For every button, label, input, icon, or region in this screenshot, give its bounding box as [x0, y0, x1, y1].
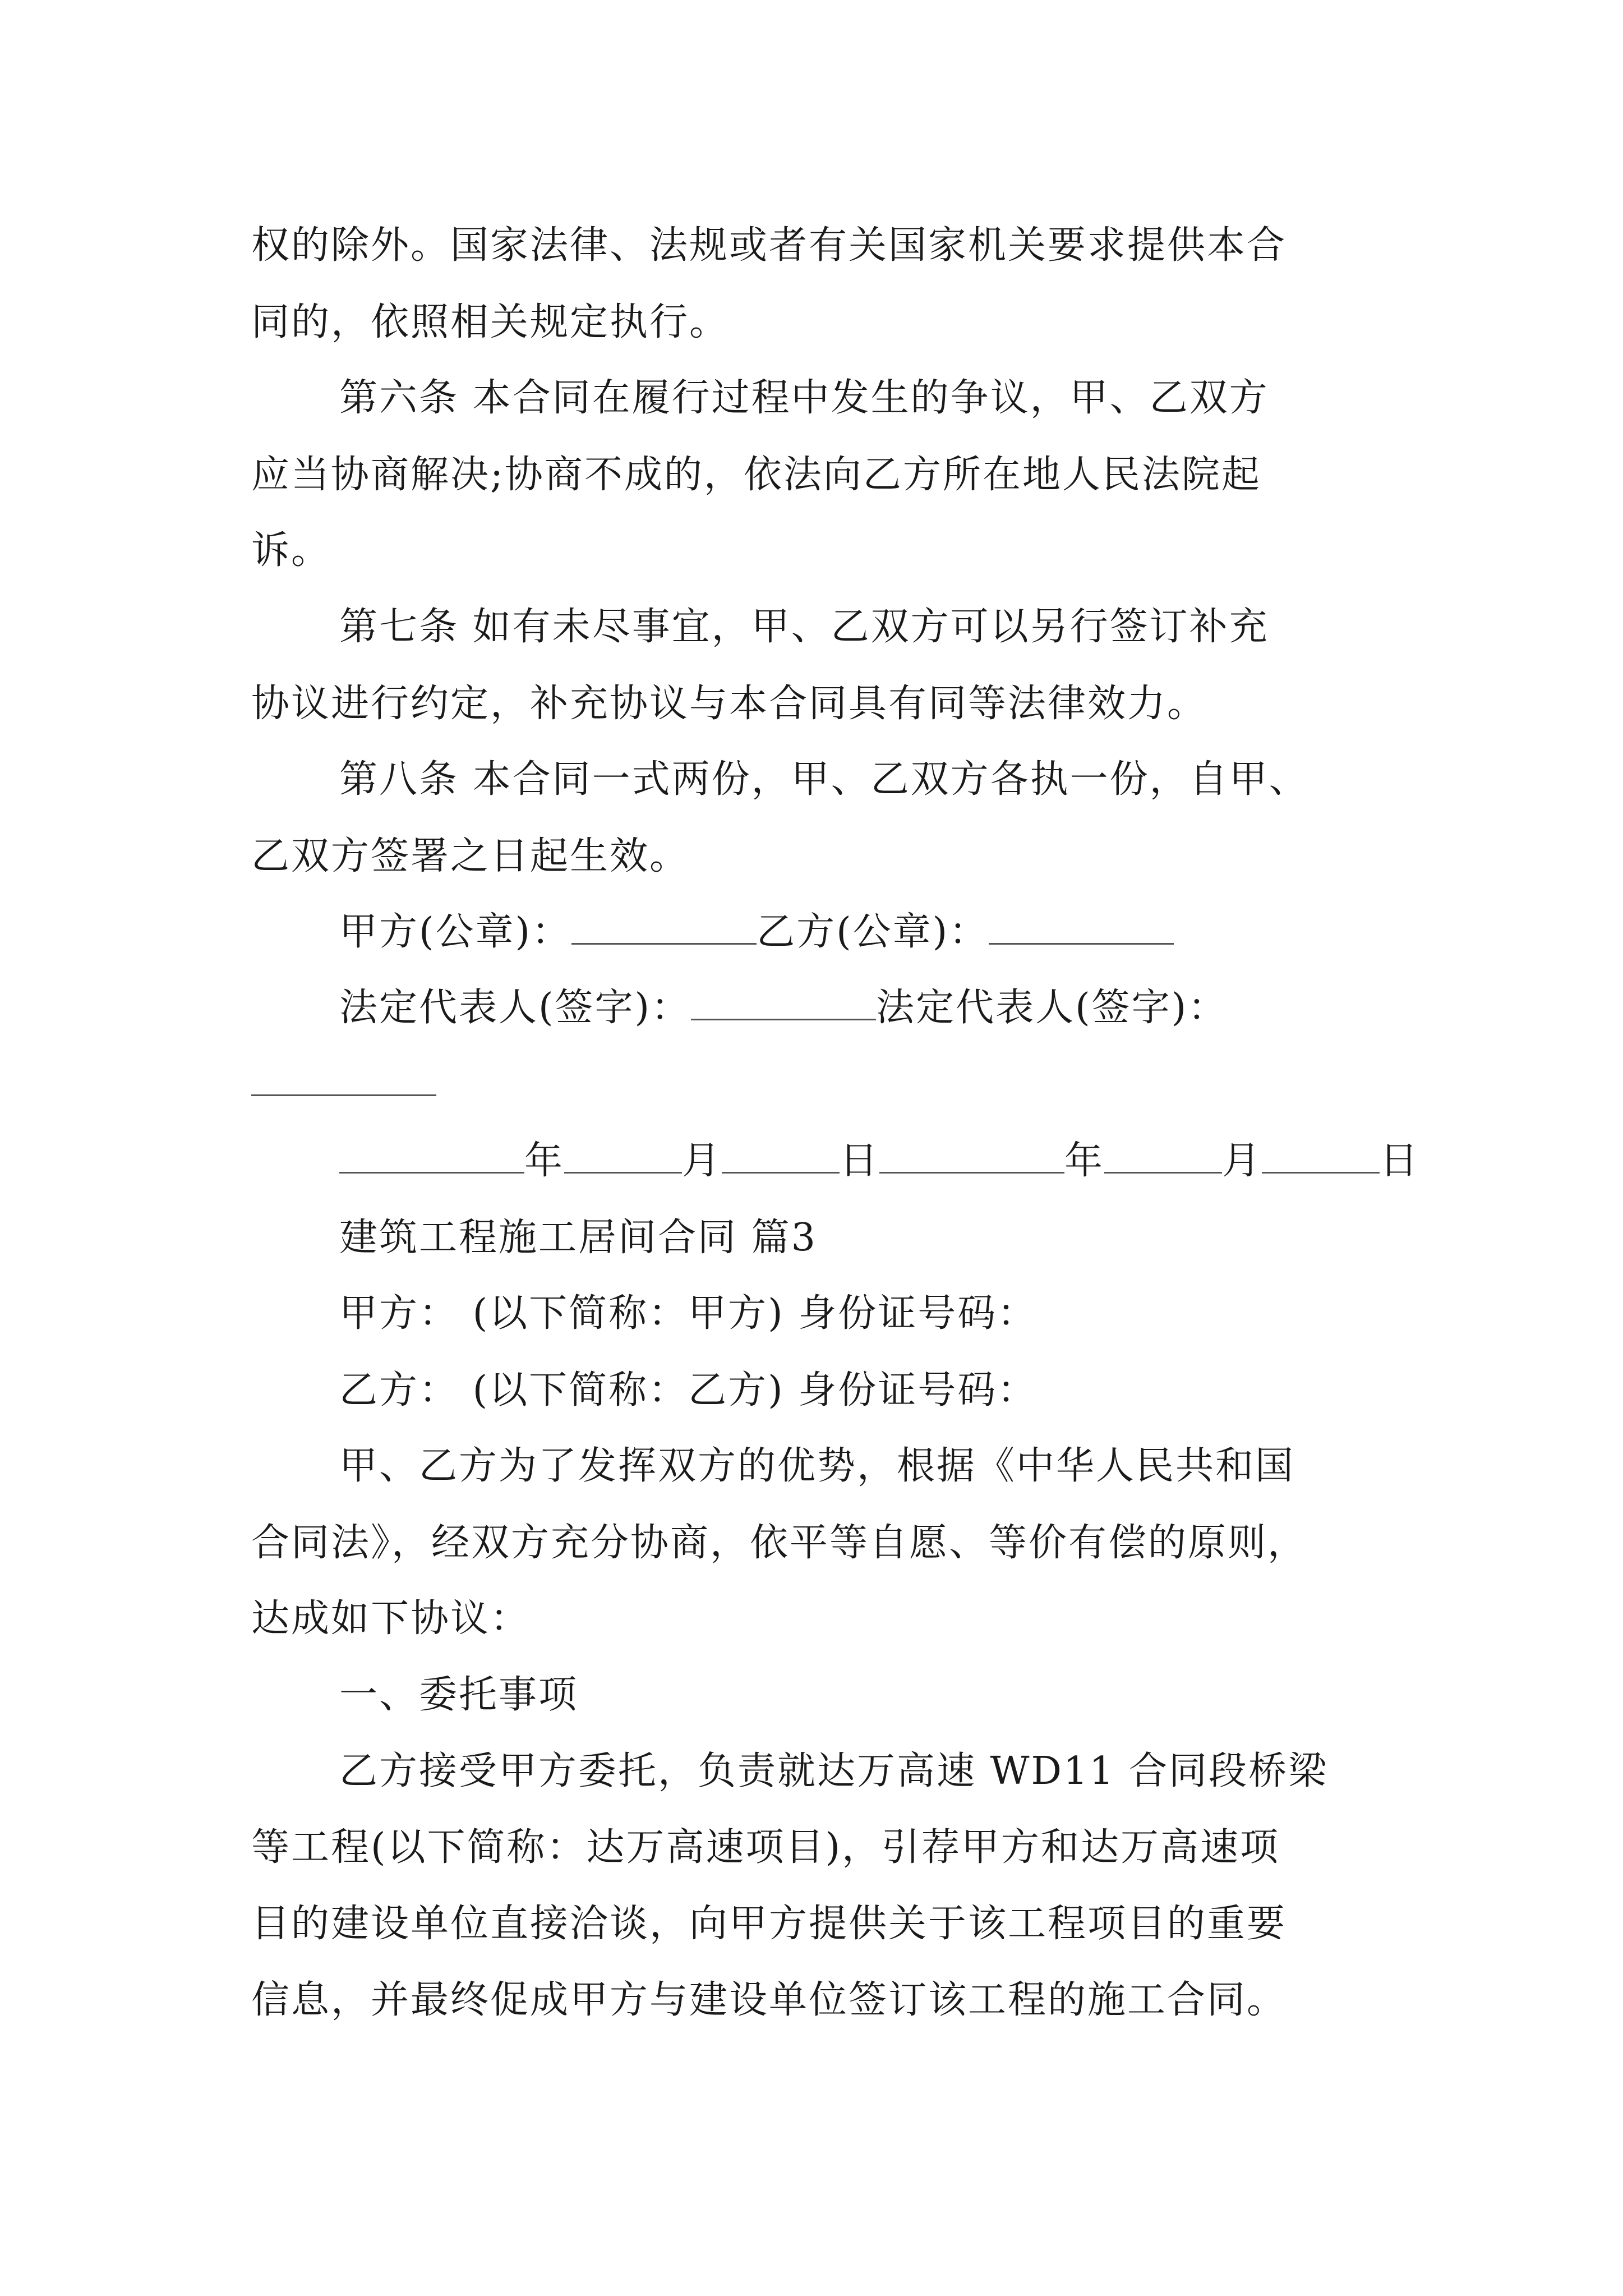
year-a-blank [339, 1139, 524, 1174]
intro-line: 达成如下协议： [251, 1596, 531, 1641]
article-7-line: 第七条 如有未尽事宜，甲、乙双方可以另行签订补充 [339, 605, 1269, 649]
rep-b-label: 法定代表人(签字)： [876, 986, 1228, 1030]
paragraph-line: 应当协商解决;协商不成的，依法向乙方所在地人民法院起 [251, 453, 1261, 497]
year-a-label: 年 [524, 1139, 565, 1183]
item1-line: 乙方接受甲方委托，负责就达万高速 WD11 合同段桥梁 [339, 1749, 1329, 1793]
paragraph-line: 同的，依照相关规定执行。 [251, 300, 730, 344]
party-b-seal-blank [989, 910, 1174, 945]
day-b-label: 日 [1380, 1139, 1420, 1183]
party-b-seal-label: 乙方(公章)： [757, 910, 989, 954]
section-title: 建筑工程施工居间合同 篇3 [339, 1216, 817, 1260]
party-b-line: 乙方： (以下简称：乙方) 身份证号码： [339, 1368, 1038, 1412]
year-b-blank [879, 1139, 1064, 1174]
paragraph-line: 乙双方签署之日起生效。 [251, 834, 690, 878]
rep-a-label: 法定代表人(签字)： [339, 986, 691, 1030]
item1-heading: 一、委托事项 [339, 1673, 579, 1717]
day-a-blank [722, 1139, 840, 1174]
intro-line: 合同法》，经双方充分协商，依平等自愿、等价有偿的原则， [251, 1521, 1308, 1565]
month-b-label: 月 [1222, 1139, 1262, 1183]
intro-line: 甲、乙方为了发挥双方的优势，根据《中华人民共和国 [339, 1444, 1295, 1488]
party-a-line: 甲方： (以下简称：甲方) 身份证号码： [339, 1291, 1038, 1336]
month-a-blank [564, 1139, 682, 1174]
seal-row [339, 904, 1489, 960]
item1-line: 目的建设单位直接洽谈，向甲方提供关于该工程项目的重要 [251, 1902, 1287, 1946]
month-b-blank [1104, 1139, 1222, 1174]
rep-b-blank [251, 1062, 436, 1096]
item1-line: 等工程(以下简称：达万高速项目)，引荐甲方和达万高速项 [251, 1825, 1280, 1870]
party-a-seal-label: 甲方(公章)： [339, 910, 572, 954]
rep-a-blank [691, 986, 876, 1020]
day-b-blank [1262, 1139, 1380, 1174]
date-row [339, 1133, 1489, 1189]
item1-line: 信息，并最终促成甲方与建设单位签订该工程的施工合同。 [251, 1978, 1287, 2022]
paragraph-line: 诉。 [251, 528, 331, 573]
article-6-line: 第六条 本合同在履行过程中发生的争议，甲、乙双方 [339, 376, 1269, 420]
year-b-label: 年 [1064, 1139, 1105, 1183]
rep-b-blank-row [251, 1056, 1401, 1112]
party-a-seal-blank [571, 910, 757, 945]
paragraph-line: 协议进行约定，补充协议与本合同具有同等法律效力。 [251, 682, 1207, 726]
representative-row [339, 980, 1489, 1036]
article-8-line: 第八条 本合同一式两份，甲、乙双方各执一份，自甲、 [339, 757, 1309, 802]
month-a-label: 月 [682, 1139, 722, 1183]
paragraph-line: 权的除外。国家法律、法规或者有关国家机关要求提供本合 [251, 223, 1287, 268]
day-a-label: 日 [840, 1139, 880, 1183]
